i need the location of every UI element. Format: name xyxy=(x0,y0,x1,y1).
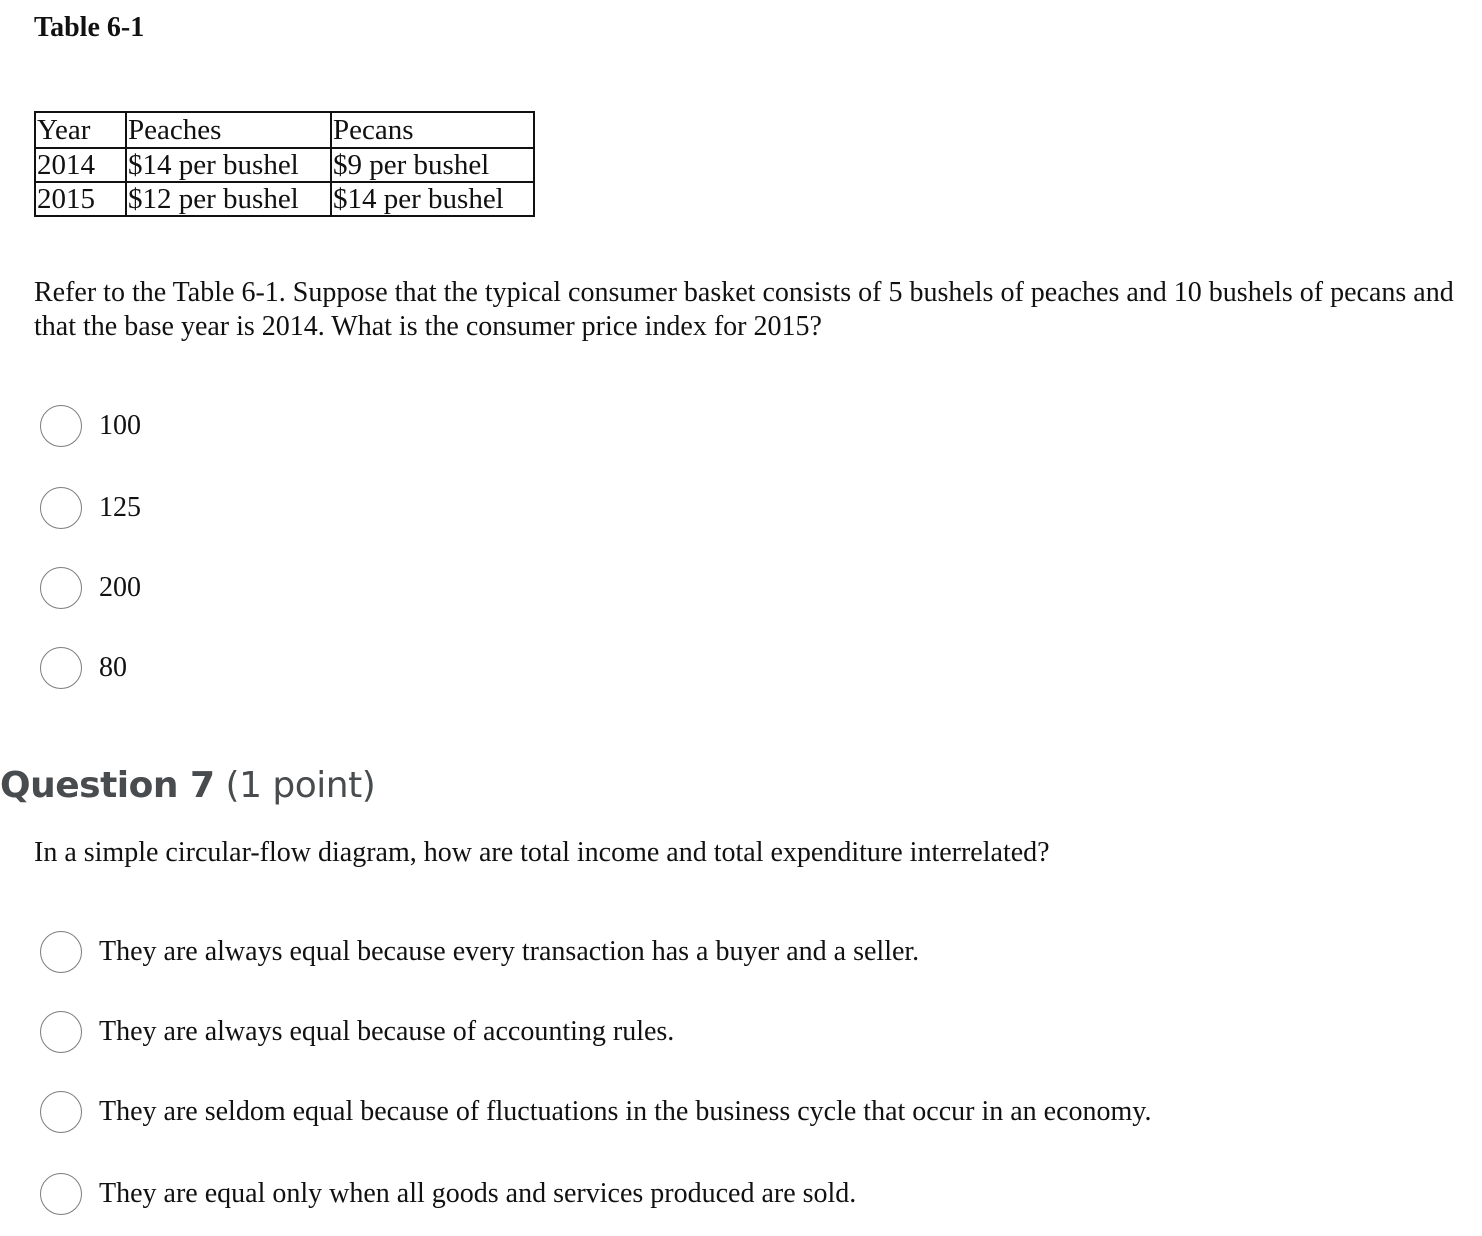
radio-button[interactable] xyxy=(40,567,82,609)
radio-button[interactable] xyxy=(40,931,82,973)
header-year: Year xyxy=(35,112,126,148)
header-pecans: Pecans xyxy=(331,112,534,148)
table-cell: $14 per bushel xyxy=(126,148,331,182)
table-cell: 2014 xyxy=(35,148,126,182)
radio-button[interactable] xyxy=(40,487,82,529)
q7-option-2[interactable] xyxy=(40,1008,674,1056)
table-title: Table 6-1 xyxy=(34,12,145,43)
q6-option-3[interactable] xyxy=(40,564,141,612)
question-6-prompt: Refer to the Table 6-1. Suppose that the typical consumer basket consists of 5 bushels of peaches and 10 bushels of pecans and that the base year is 2014. What is the consumer price index for 2015? xyxy=(34,277,1454,342)
q6-option-1[interactable] xyxy=(40,402,141,450)
radio-button[interactable] xyxy=(40,1091,82,1133)
option-label[interactable]: They are always equal because every transaction has a buyer and a seller. xyxy=(99,936,920,967)
q7-option-3[interactable] xyxy=(40,1088,1152,1136)
q7-option-1[interactable] xyxy=(40,928,919,976)
table-cell: $14 per bushel xyxy=(331,182,534,216)
table-header-row xyxy=(35,112,534,148)
q6-option-2[interactable] xyxy=(40,484,141,532)
option-label[interactable]: 125 xyxy=(99,492,141,523)
table-cell: $12 per bushel xyxy=(126,182,331,216)
table-cell: 2015 xyxy=(35,182,126,216)
table-row xyxy=(35,148,534,182)
option-label[interactable]: They are equal only when all goods and services produced are sold. xyxy=(99,1178,857,1209)
question-number: Question 7 xyxy=(0,765,215,806)
question-7-prompt: In a simple circular-flow diagram, how are total income and total expenditure interrelated? xyxy=(34,837,1050,868)
header-peaches: Peaches xyxy=(126,112,331,148)
option-label[interactable]: They are always equal because of accounting rules. xyxy=(99,1016,675,1047)
price-table xyxy=(34,111,535,217)
radio-button[interactable] xyxy=(40,405,82,447)
option-label[interactable]: 80 xyxy=(99,652,127,683)
question-7-heading xyxy=(0,764,375,808)
option-label[interactable]: 200 xyxy=(99,572,141,603)
table-row xyxy=(35,182,534,216)
radio-button[interactable] xyxy=(40,1173,82,1215)
table-cell: $9 per bushel xyxy=(331,148,534,182)
radio-button[interactable] xyxy=(40,1011,82,1053)
question-points: (1 point) xyxy=(225,765,376,806)
q6-option-4[interactable] xyxy=(40,644,127,692)
radio-button[interactable] xyxy=(40,647,82,689)
option-label[interactable]: 100 xyxy=(99,410,141,441)
option-label[interactable]: They are seldom equal because of fluctuations in the business cycle that occur in an economy. xyxy=(99,1096,1152,1127)
q7-option-4[interactable] xyxy=(40,1170,856,1218)
